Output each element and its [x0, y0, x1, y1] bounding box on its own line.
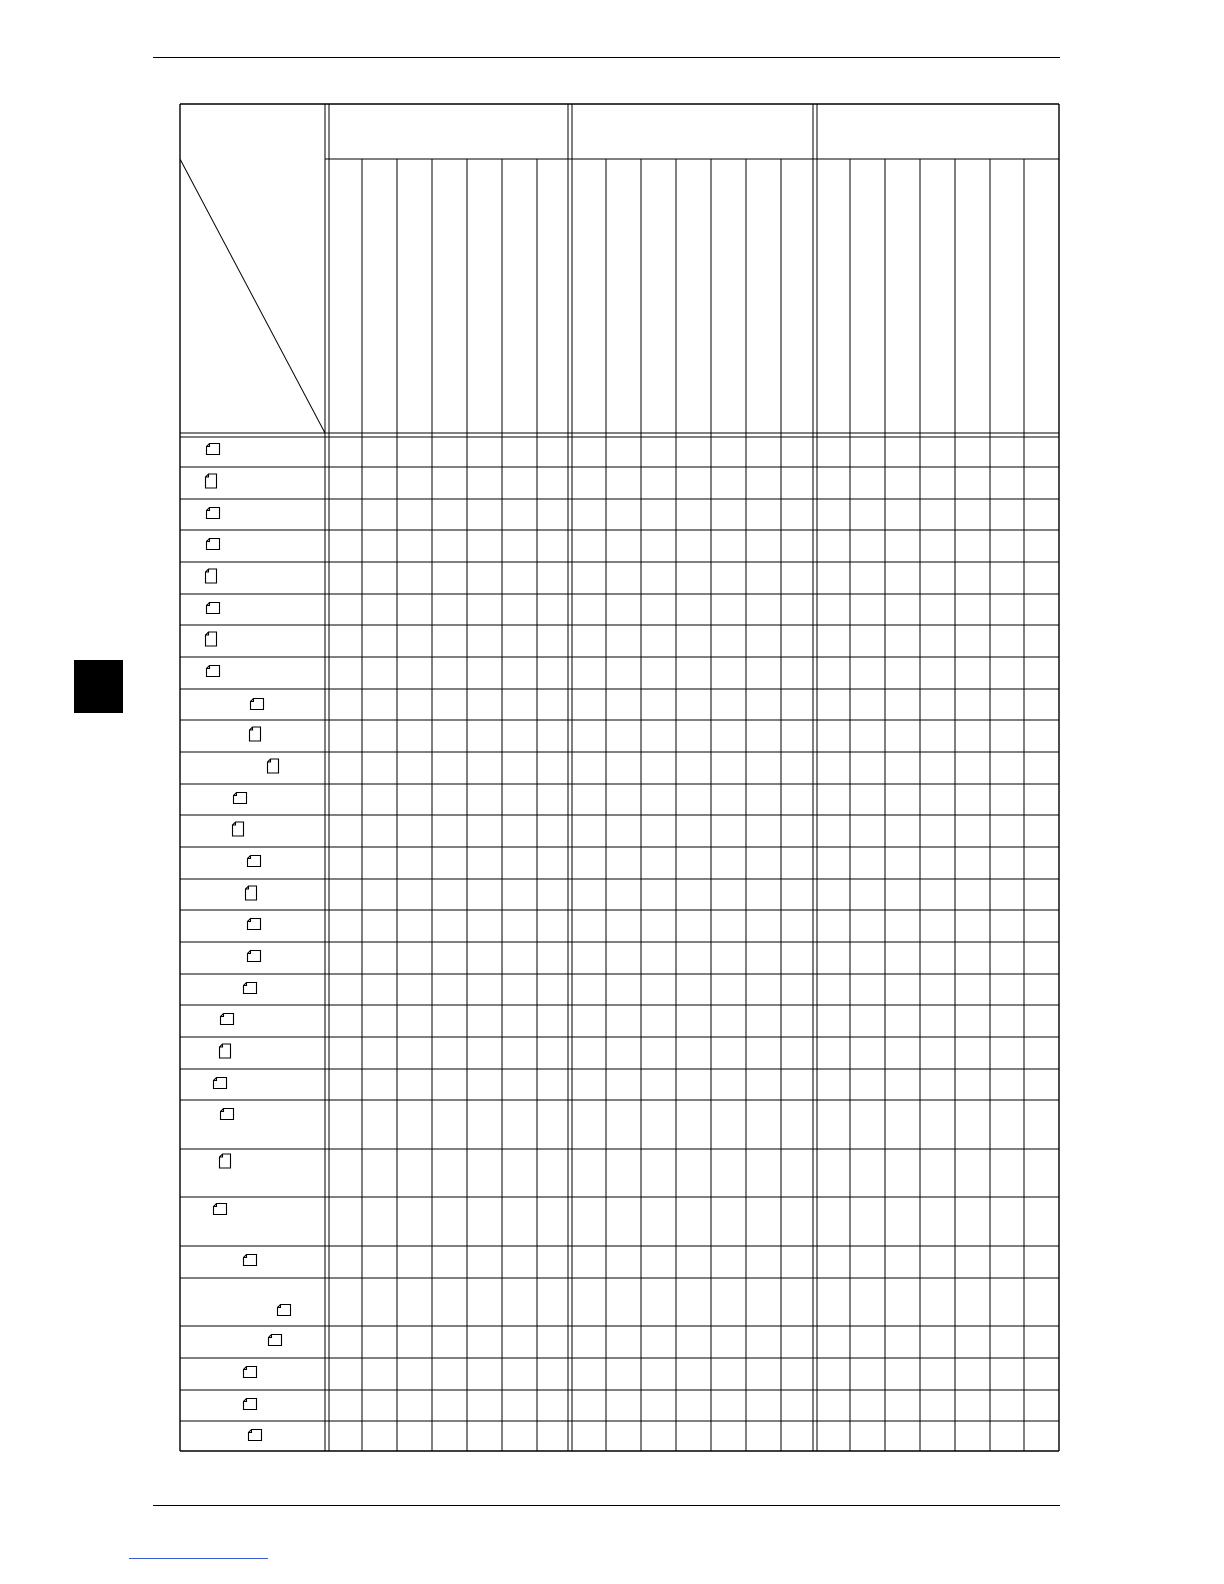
portrait-paper-icon — [206, 569, 217, 583]
landscape-paper-icon — [214, 1204, 227, 1215]
landscape-paper-icon — [248, 919, 261, 930]
landscape-paper-icon — [207, 666, 220, 677]
landscape-paper-icon — [244, 1255, 257, 1266]
landscape-paper-icon — [248, 951, 261, 962]
landscape-paper-icon — [207, 508, 220, 519]
footer-link[interactable] — [129, 1558, 268, 1559]
landscape-paper-icon — [244, 983, 257, 994]
portrait-paper-icon — [220, 1044, 231, 1058]
portrait-paper-icon — [220, 1154, 231, 1168]
landscape-paper-icon — [248, 856, 261, 867]
portrait-paper-icon — [233, 822, 244, 836]
landscape-paper-icon — [244, 1399, 257, 1410]
landscape-paper-icon — [214, 1078, 227, 1089]
portrait-paper-icon — [206, 632, 217, 646]
landscape-paper-icon — [269, 1335, 282, 1346]
landscape-paper-icon — [249, 1430, 262, 1441]
portrait-paper-icon — [246, 886, 257, 900]
landscape-paper-icon — [207, 603, 220, 614]
portrait-paper-icon — [206, 474, 217, 488]
portrait-paper-icon — [268, 759, 279, 773]
corner-diagonal — [180, 159, 325, 433]
landscape-paper-icon — [244, 1367, 257, 1378]
landscape-paper-icon — [251, 699, 264, 710]
landscape-paper-icon — [234, 793, 247, 804]
landscape-paper-icon — [221, 1014, 234, 1025]
landscape-paper-icon — [278, 1305, 291, 1316]
landscape-paper-icon — [207, 444, 220, 455]
portrait-paper-icon — [250, 727, 261, 741]
footer-rule — [153, 1505, 1060, 1506]
landscape-paper-icon — [207, 539, 220, 550]
landscape-paper-icon — [221, 1109, 234, 1120]
